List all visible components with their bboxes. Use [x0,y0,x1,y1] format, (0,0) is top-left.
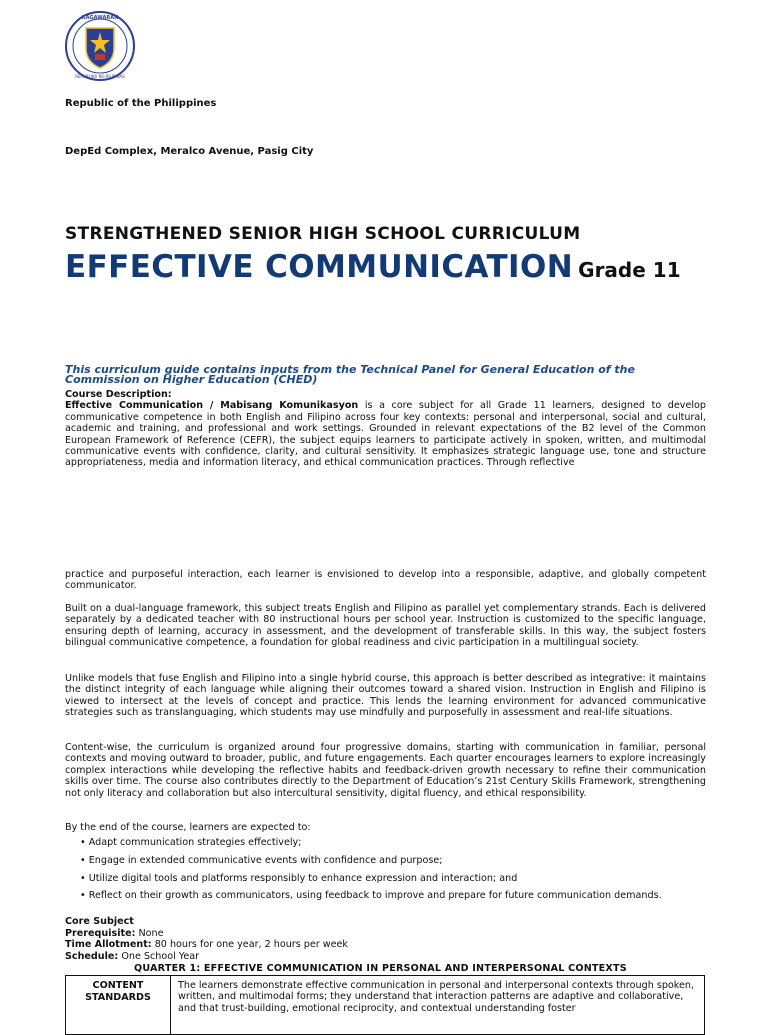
deped-seal-logo [64,10,136,82]
prerequisite-row: Prerequisite: None [65,928,164,939]
description-p4: Content-wise, the curriculum is organized around four progressive domains, starting with communication in familiar, personal contexts and moving outward to broader, public, and future engagements. Each quarter encourages learners to explore increasingly complex interactions while developing the reflective habits and feedback-driven growth necessary to refine their communication skills over time. The course also contributes directly to the Department of Education’s 21st Century Skills Framework, strengthening not only literacy and collaboration but also intercultural sensitivity, digital fluency, and ethical responsibility. [65,742,706,799]
quarter-heading: QUARTER 1: EFFECTIVE COMMUNICATION IN PERSONAL AND INTERPERSONAL CONTEXTS [134,963,627,974]
subject-name: Effective Communication / Mabisang Komunikasyon [65,400,359,412]
time-allotment-row: Time Allotment: 80 hours for one year, 2 hours per week [65,939,348,950]
description-p3: Unlike models that fuse English and Filipino into a single hybrid course, this approach is better described as integrative: it maintains the distinct integrity of each language while aligning their outcomes toward a shared vision. Instruction in English and Filipino is viewed to intersect at the levels of concept and practice. This lends the learning environment for advanced communicative strategies such as translanguaging, which students may use mindfully and purposefully in assessment and real-life situations. [65,673,706,719]
core-subject-label: Core Subject [65,916,134,927]
course-description-block [65,389,706,469]
outcome-bullet: • Adapt communication strategies effectively; [80,837,302,848]
address-label: DepEd Complex, Meralco Avenue, Pasig City [65,146,314,157]
description-p2: Built on a dual-language framework, this subject treats English and Filipino as parallel yet complementary strands. Each is delivered separately by a dedicated teacher with 80 instructional hours per school year. Instruction is customized to the specific language, ensuring depth of learning, accuracy in assessment, and the development of transferable skills. In this way, the subject fosters bilingual communicative competence, a foundation for global readiness and civic participation in a multilingual society. [65,603,706,649]
content-standards-table [65,975,705,1035]
program-title: STRENGTHENED SENIOR HIGH SCHOOL CURRICULUM [65,224,581,244]
description-p1-part1: is a core subject for all Grade 11 learners, designed to develop communicative competence in both English and Filipino across four key contexts: personal and interpersonal, social and cultural, academic and training, and professional and work settings. Grounded in relevant expectations of the B2 level of the Common European Framework of Reference (CEFR), the subject equips learners to participate actively in spoken, written, and multimodal communicative events with confidence, clarity, and cultural sensitivity. It emphasizes strategic language use, tone and structure appropriateness, media and information literacy, and ethical communication practices. Through reflective [65,400,706,469]
subject-title-block [65,249,725,290]
svg-text:KAGAWARAN: KAGAWARAN [81,15,119,21]
description-p5: By the end of the course, learners are expected to: [65,822,311,833]
outcome-bullet: • Utilize digital tools and platforms responsibly to enhance expression and interaction; and [80,873,518,884]
outcome-bullet: • Engage in extended communicative events with confidence and purpose; [80,855,443,866]
subject-title: EFFECTIVE COMMUNICATION [65,249,574,285]
content-standards-label: CONTENT STANDARDS [66,976,171,1034]
schedule-row: Schedule: One School Year [65,951,200,962]
grade-label: Grade 11 [578,258,681,282]
content-standards-text: The learners demonstrate effective communication in personal and interpersonal contexts through spoken, written, and multimodal forms; they understand that interaction patterns are adaptive and collaborative, and that trust-building, emotional reciprocity, and contextual understanding foster [178,980,695,1014]
svg-text:REPUBLIKA NG PILIPINAS: REPUBLIKA NG PILIPINAS [75,74,125,79]
description-p1-part2: practice and purposeful interaction, each learner is envisioned to develop into a responsible, adaptive, and globally competent communicator. [65,569,706,592]
outcome-bullet: • Reflect on their growth as communicators, using feedback to improve and prepare for future communication demands. [80,890,662,901]
course-description-label: Course Description: [65,389,172,400]
ched-note: This curriculum guide contains inputs from the Technical Panel for General Education of the Commission on Higher Education (CHED) [65,363,635,386]
republic-label: Republic of the Philippines [65,98,217,109]
